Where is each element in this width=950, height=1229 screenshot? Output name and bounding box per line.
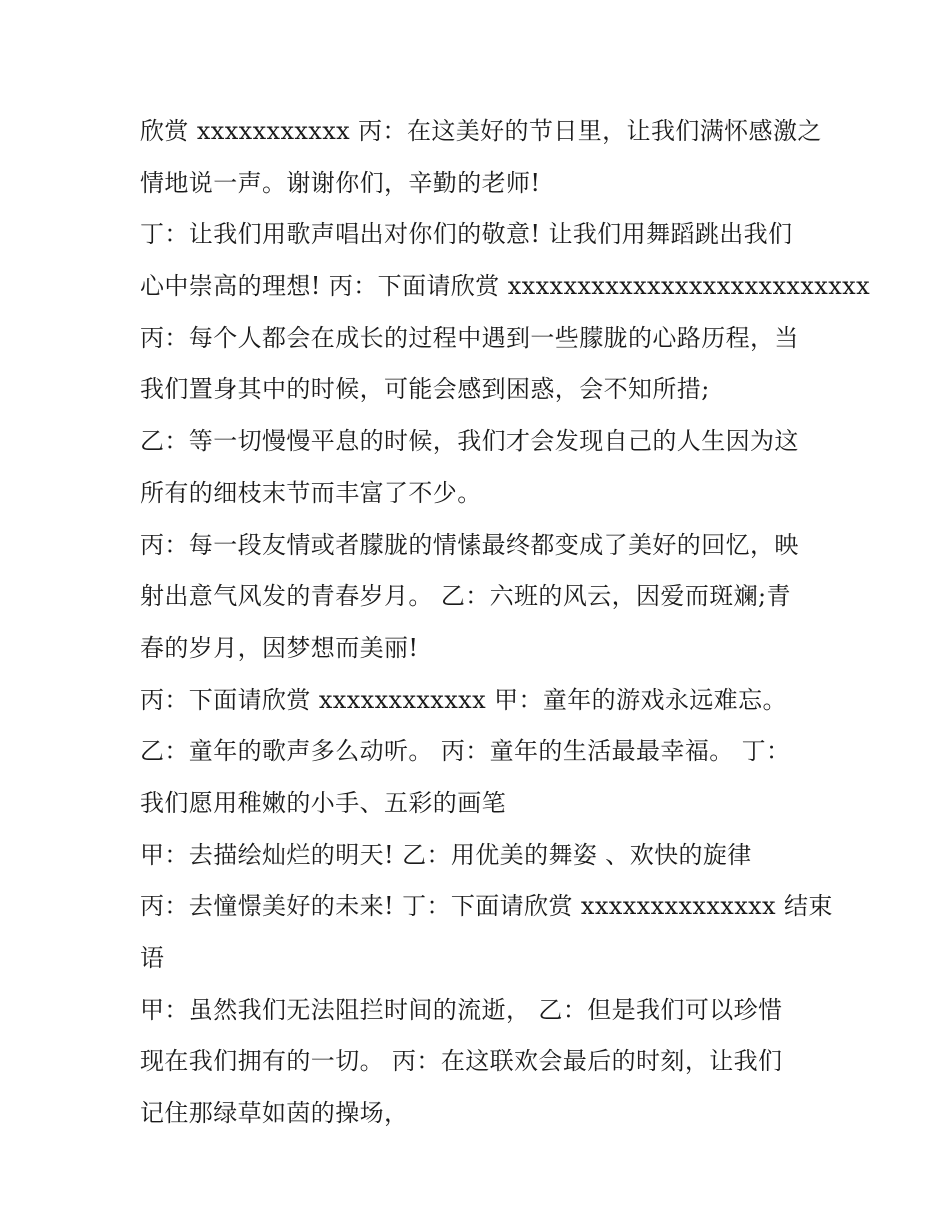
text-line: 乙：童年的歌声多么动听。 丙：童年的生活最最幸福。 丁： [140,737,791,766]
text-line: 丙：每一段友情或者朦胧的情愫最终都变成了美好的回忆，映 [140,530,799,559]
text-line: 丙：去憧憬美好的未来! 丁：下面请欣赏 xxxxxxxxxxxxxx 结束 [140,892,833,921]
text-line: 记住那绿草如茵的操场， [140,1099,409,1128]
text-line: 现在我们拥有的一切。 丙：在这联欢会最后的时刻，让我们 [140,1047,783,1076]
text-line: 我们置身其中的时候，可能会感到困惑，会不知所措; [140,375,710,404]
text-line: 丙：每个人都会在成长的过程中遇到一些朦胧的心路历程，当 [140,323,799,352]
text-line: 心中崇高的理想! 丙：下面请欣赏 xxxxxxxxxxxxxxxxxxxxxxxxxx [140,272,871,301]
document-body [140,106,871,1140]
text-line: 丁：让我们用歌声唱出对你们的敬意! 让我们用舞蹈跳出我们 [140,220,793,249]
text-line: 射出意气风发的青春岁月。 乙：六班的风云，因爱而斑斓;青 [140,582,791,611]
text-line: 欣赏 xxxxxxxxxxx 丙：在这美好的节日里，让我们满怀感激之 [140,117,822,145]
text-line: 甲：去描绘灿烂的明天! 乙：用优美的舞姿 、欢快的旋律 [140,840,752,869]
text-line: 所有的细枝末节而丰富了不少。 [140,478,482,507]
text-line: 甲：虽然我们无法阻拦时间的流逝， 乙：但是我们可以珍惜 [140,995,783,1024]
text-line: 乙：等一切慢慢平息的时候，我们才会发现自己的人生因为这 [140,427,799,456]
text-line: 春的岁月，因梦想而美丽! [140,633,419,662]
text-line: 丙：下面请欣赏 xxxxxxxxxxxx 甲：童年的游戏永远难忘。 [140,685,787,714]
text-line: 情地说一声。谢谢你们，辛勤的老师! [140,168,541,197]
text-line: 我们愿用稚嫩的小手、五彩的画笔 [140,788,506,817]
text-line: 语 [140,944,165,972]
